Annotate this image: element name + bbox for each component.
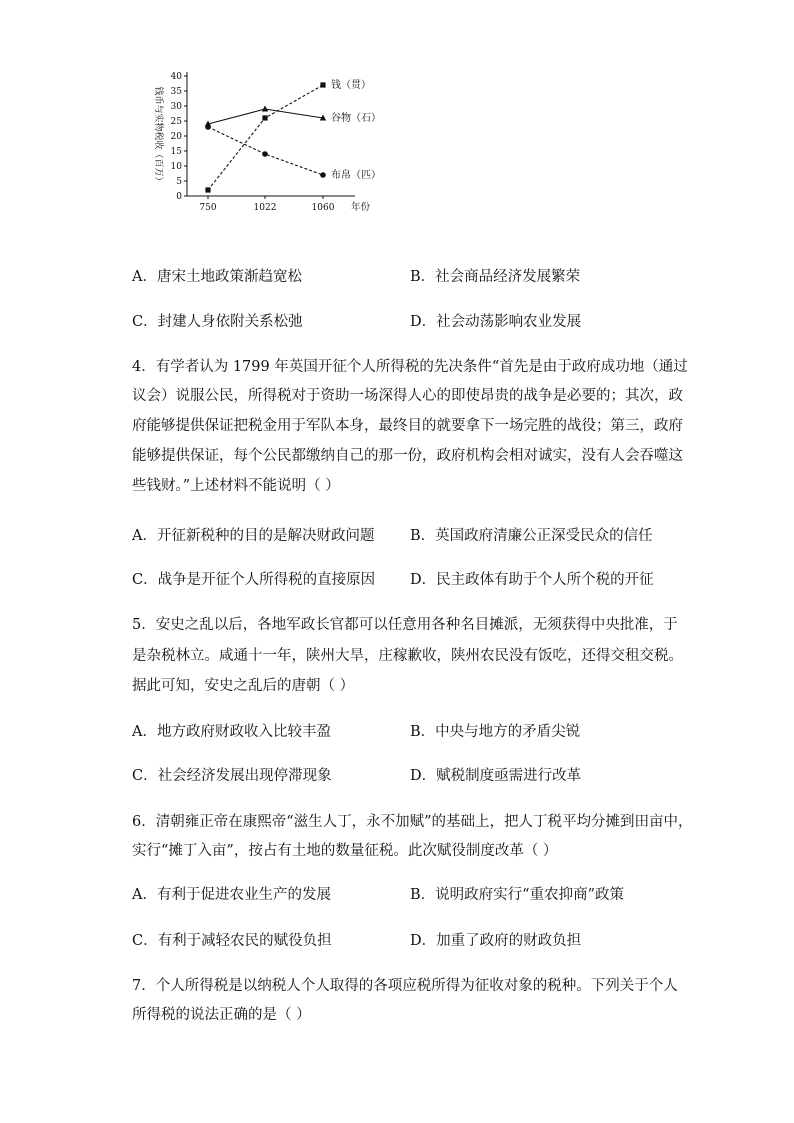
q5-option-a[interactable]: A．地方政府财政收入比较丰盈 xyxy=(132,724,331,740)
series-label: 钱（贯） xyxy=(331,80,371,91)
q6-option-d[interactable]: D．加重了政府的财政负担 xyxy=(410,933,582,949)
data-point-square xyxy=(320,82,325,87)
q6-option-b[interactable]: B．说明政府实行“重农抑商”政策 xyxy=(410,887,624,903)
question-6-line: 实行“摊丁入亩”，按占有土地的数量征税。此次赋役制度改革（ ） xyxy=(132,843,558,859)
q4-option-a[interactable]: A．开征新税种的目的是解决财政问题 xyxy=(132,528,375,544)
series-label: 布帛（匹） xyxy=(331,170,381,181)
question-4-line: 府能够提供保证把税金用于军队本身，最终目的就要拿下一场完胜的战役；第三，政府 xyxy=(132,418,683,434)
series-label: 谷物（石） xyxy=(331,113,381,124)
series-line xyxy=(208,127,323,175)
question-5-line: 是杂税林立。咸通十一年，陕州大旱，庄稼歉收，陕州农民没有饭吃，还得交租交税。 xyxy=(132,648,683,664)
y-axis-label: 钱币与实物税收（百万） xyxy=(153,86,163,186)
data-point-circle xyxy=(205,124,211,130)
y-tick-label: 5 xyxy=(176,177,182,187)
q4-option-d[interactable]: D．民主政体有助于个人所个税的开征 xyxy=(410,572,654,588)
q3-option-b[interactable]: B．社会商品经济发展繁荣 xyxy=(410,269,581,285)
question-7-line: 所得税的说法正确的是（ ） xyxy=(132,1007,311,1023)
question-5-line: 据此可知，安史之乱后的唐朝（ ） xyxy=(132,678,355,694)
q5-option-b[interactable]: B．中央与地方的矛盾尖锐 xyxy=(410,724,581,740)
data-point-circle xyxy=(262,151,268,157)
q3-option-d[interactable]: D．社会动荡影响农业发展 xyxy=(410,314,582,330)
q4-option-b[interactable]: B．英国政府清廉公正深受民众的信任 xyxy=(410,528,653,544)
x-tick-label: 1022 xyxy=(253,203,277,213)
x-axis-label: 年份 xyxy=(351,202,371,213)
q5-option-d[interactable]: D．赋税制度亟需进行改革 xyxy=(410,768,582,784)
data-point-square xyxy=(262,115,267,120)
question-4-line: 议会）说服公民，所得税对于资助一场深得人心的即使昂贵的战争是必要的；其次，政 xyxy=(132,388,683,404)
question-5-line: 5．安史之乱以后，各地军政长官都可以任意用各种名目摊派，无须获得中央批准，于 xyxy=(132,617,678,633)
question-6-line: 6．清朝雍正帝在康熙帝“滋生人丁，永不加赋”的基础上，把人丁税平均分摊到田亩中， xyxy=(132,814,693,830)
y-tick-label: 0 xyxy=(176,192,182,202)
y-tick-label: 20 xyxy=(170,132,182,142)
y-tick-label: 10 xyxy=(170,162,182,172)
question-7-line: 7．个人所得税是以纳税人个人取得的各项应税所得为征收对象的税种。下列关于个人 xyxy=(132,978,678,994)
y-tick-label: 25 xyxy=(170,117,182,127)
question-4-line: 能够提供保证，每个公民都缴纳自己的那一份，政府机构会相对诚实，没有人会吞噬这 xyxy=(132,448,683,464)
y-tick-label: 35 xyxy=(170,87,182,97)
y-tick-label: 15 xyxy=(170,147,182,157)
data-point-circle xyxy=(320,172,326,178)
x-tick-label: 750 xyxy=(199,203,217,213)
question-4-line: 4．有学者认为 1799 年英国开征个人所得税的先决条件“首先是由于政府成功地（通过 xyxy=(132,359,688,375)
question-4-line: 些钱财。”上述材料不能说明（ ） xyxy=(132,478,340,494)
q6-option-c[interactable]: C．有利于减轻农民的赋役负担 xyxy=(132,933,332,949)
q3-option-c[interactable]: C．封建人身依附关系松弛 xyxy=(132,314,303,330)
q4-option-c[interactable]: C．战争是开征个人所得税的直接原因 xyxy=(132,572,376,588)
y-tick-label: 30 xyxy=(170,102,182,112)
data-point-triangle xyxy=(262,106,268,112)
x-tick-label: 1060 xyxy=(311,203,335,213)
q5-option-c[interactable]: C．社会经济发展出现停滞现象 xyxy=(132,768,332,784)
q3-option-a[interactable]: A．唐宋土地政策渐趋宽松 xyxy=(132,269,302,285)
data-point-square xyxy=(205,187,210,192)
tax-revenue-chart xyxy=(145,68,395,218)
series-line xyxy=(208,85,323,190)
y-tick-label: 40 xyxy=(170,72,182,82)
q6-option-a[interactable]: A．有利于促进农业生产的发展 xyxy=(132,887,331,903)
